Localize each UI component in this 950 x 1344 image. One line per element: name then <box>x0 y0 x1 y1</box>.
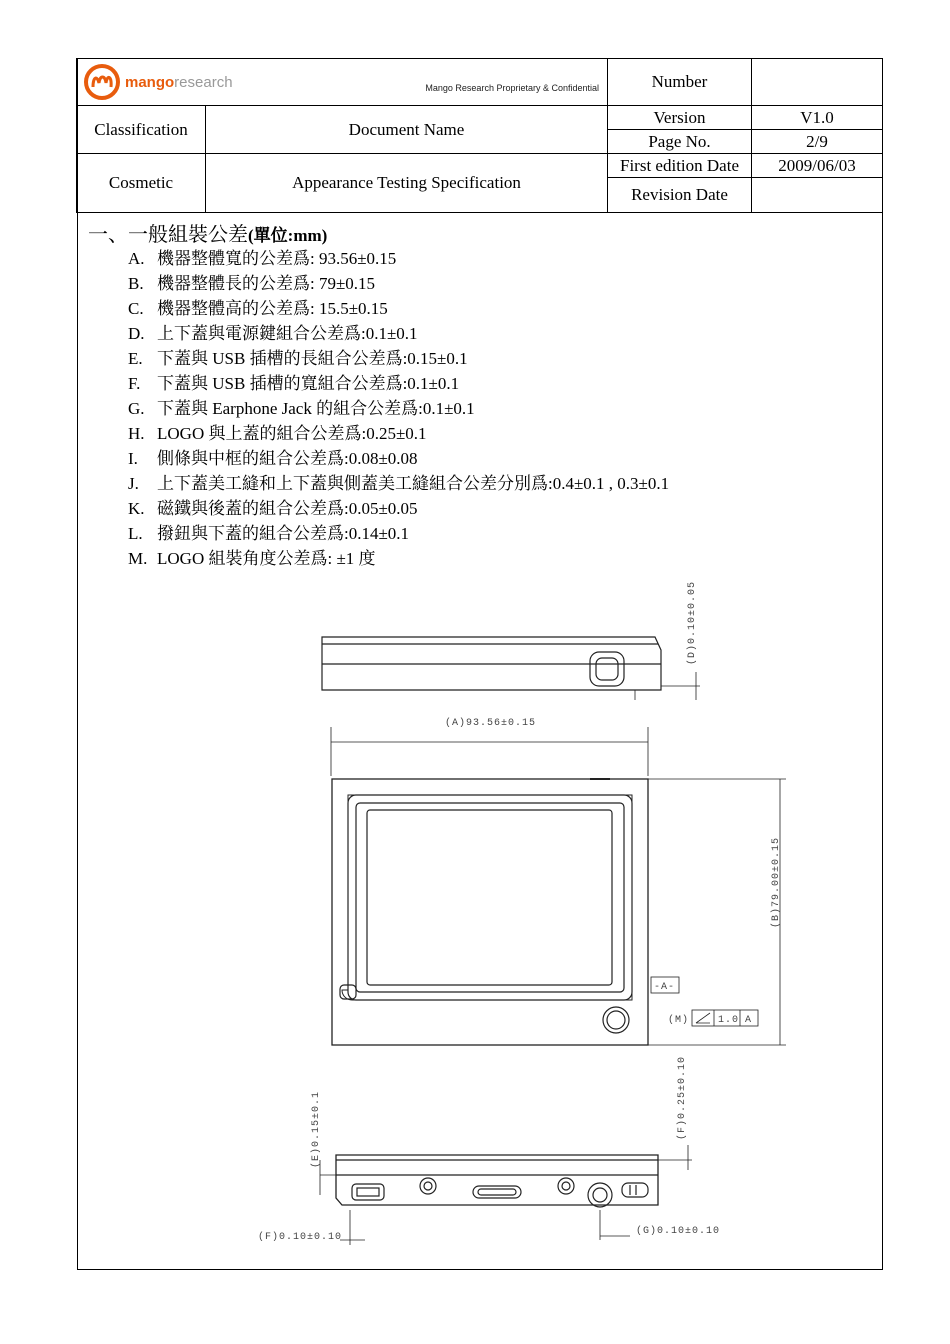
tolerance-item-key: K. <box>128 499 145 518</box>
tolerance-item-key: F. <box>128 374 141 393</box>
tolerance-item-text: 下蓋與 USB 插槽的長組合公差爲:0.15±0.1 <box>157 349 468 368</box>
tolerance-item-text: 下蓋與 USB 插槽的寬組合公差爲:0.1±0.1 <box>157 374 460 393</box>
datum-a-label: -A- <box>654 982 676 993</box>
document-name-value: Appearance Testing Specification <box>206 154 608 213</box>
tolerance-item-key: B. <box>128 274 144 293</box>
top-side-view <box>322 637 700 700</box>
tolerance-item-text: 上下蓋美工縫和上下蓋與側蓋美工縫組合公差分別爲:0.4±0.1 , 0.3±0.1 <box>157 474 670 493</box>
section-heading: 一、一般組裝公差(單位:mm) <box>88 224 328 246</box>
tolerance-item-key: C. <box>128 299 144 318</box>
classification-value: Cosmetic <box>77 154 206 213</box>
page-label: Page No. <box>608 130 752 154</box>
tolerance-item-text: LOGO 組裝角度公差爲: ±1 度 <box>157 549 376 568</box>
dim-b-label: (B)79.00±0.15 <box>771 836 782 928</box>
tolerance-item-key: J. <box>128 474 139 493</box>
front-view <box>331 727 786 1045</box>
tolerance-item-key: L. <box>128 524 143 543</box>
tolerance-item-text: 側條與中框的組合公差爲:0.08±0.08 <box>157 449 418 468</box>
tolerance-item-text: 下蓋與 Earphone Jack 的組合公差爲:0.1±0.1 <box>157 399 475 418</box>
tolerance-item-text: 機器整體寬的公差爲: 93.56±0.15 <box>157 249 397 268</box>
dim-m-ref: A <box>745 1015 753 1026</box>
section-unit: (單位:mm) <box>248 226 328 245</box>
tolerance-item-key: I. <box>128 449 138 468</box>
tolerance-item-text: 機器整體高的公差爲: 15.5±0.15 <box>157 299 388 318</box>
number-label: Number <box>608 59 752 106</box>
dim-m-value: 1.0 <box>718 1015 740 1026</box>
tolerance-item-text: 機器整體長的公差爲: 79±0.15 <box>157 274 376 293</box>
version-label: Version <box>608 106 752 130</box>
dim-e-label: (E)0.15±0.1 <box>311 1090 322 1168</box>
tolerance-item-key: G. <box>128 399 145 418</box>
tolerance-item-key: M. <box>128 549 148 568</box>
tolerance-item-key: D. <box>128 324 145 343</box>
classification-label: Classification <box>77 106 206 154</box>
tolerance-item-text: 磁鐵與後蓋的組合公差爲:0.05±0.05 <box>157 499 418 518</box>
page-value: 2/9 <box>752 130 883 154</box>
dim-d-label: (D)0.10±0.05 <box>687 580 698 665</box>
first-edition-value: 2009/06/03 <box>752 154 883 178</box>
tolerance-item-text: 撥鈕與下蓋的組合公差爲:0.14±0.1 <box>157 524 410 543</box>
first-edition-label: First edition Date <box>608 154 752 178</box>
tolerance-item-text: 上下蓋與電源鍵組合公差爲:0.1±0.1 <box>157 324 418 343</box>
confidential-note: Mango Research Proprietary & Confidential <box>425 83 599 93</box>
tolerance-item-key: E. <box>128 349 143 368</box>
version-value: V1.0 <box>752 106 883 130</box>
dim-a-label: (A)93.56±0.15 <box>445 718 537 729</box>
logo-text: mangoresearch <box>125 73 233 91</box>
dim-f-top-label: (F)0.25±0.10 <box>677 1055 688 1140</box>
revision-label: Revision Date <box>608 178 752 213</box>
dim-g-label: (G)0.10±0.10 <box>636 1226 721 1237</box>
tolerance-item-key: A. <box>128 249 145 268</box>
document-name-label: Document Name <box>206 106 608 154</box>
tolerance-item-key: H. <box>128 424 145 443</box>
dim-f-bottom-label: (F)0.10±0.10 <box>258 1232 343 1243</box>
tolerance-item-text: LOGO 與上蓋的組合公差爲:0.25±0.1 <box>157 424 427 443</box>
dim-m-label: (M) <box>668 1015 690 1026</box>
